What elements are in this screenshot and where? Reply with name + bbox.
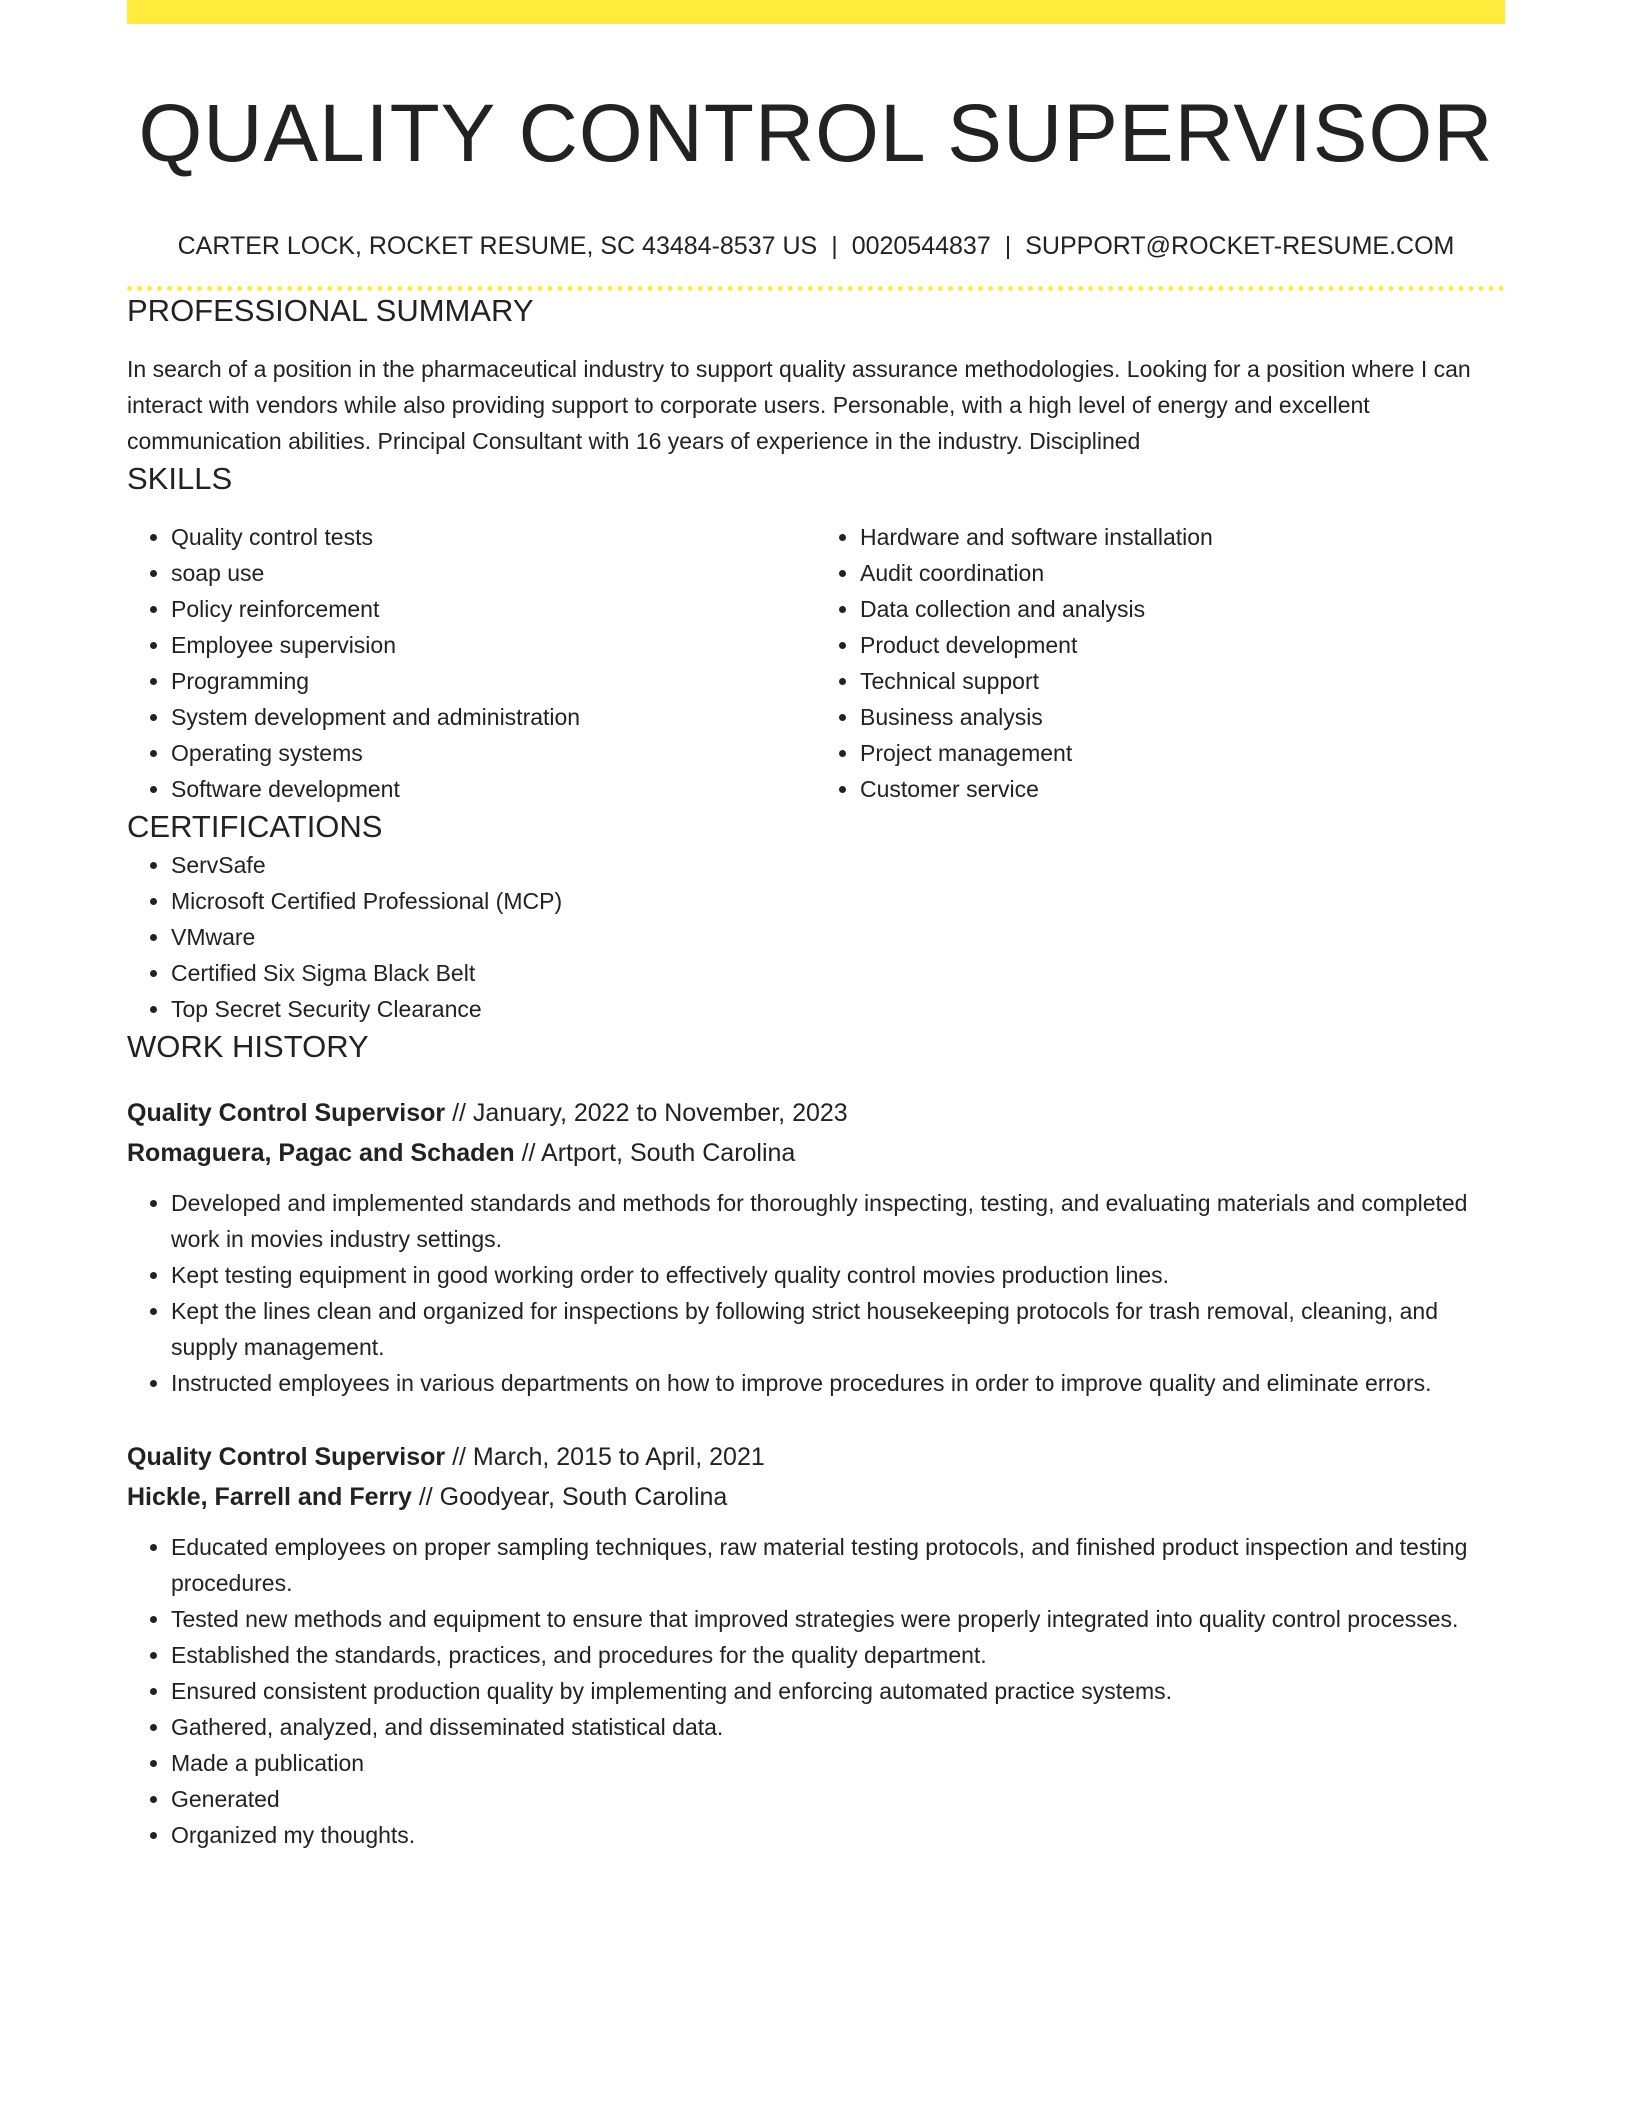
job-dates: // March, 2015 to April, 2021 bbox=[452, 1443, 765, 1471]
summary-section bbox=[127, 291, 1505, 459]
list-item: • System development and administration bbox=[171, 699, 816, 735]
summary-heading: PROFESSIONAL SUMMARY bbox=[127, 293, 534, 328]
list-item: • Project management bbox=[860, 735, 1505, 771]
list-item: • Programming bbox=[171, 663, 816, 699]
list-item: • Educated employees on proper sampling techniques, raw material testing protocols, and finished product inspection and testing procedures. bbox=[171, 1529, 1505, 1601]
job-title-line bbox=[127, 1437, 1505, 1477]
contact-separator: | bbox=[831, 232, 838, 260]
list-item: • Microsoft Certified Professional (MCP) bbox=[171, 883, 1505, 919]
job-entry bbox=[127, 1093, 1505, 1401]
job-dates: // January, 2022 to November, 2023 bbox=[452, 1099, 848, 1127]
list-item: • Data collection and analysis bbox=[860, 591, 1505, 627]
list-item: • Organized my thoughts. bbox=[171, 1817, 1505, 1853]
list-item: • Developed and implemented standards and methods for thoroughly inspecting, testing, and evaluating materials and completed work in movies industry settings. bbox=[171, 1185, 1505, 1257]
list-item: • ServSafe bbox=[171, 847, 1505, 883]
contact-phone: 0020544837 bbox=[851, 232, 991, 260]
job-title: Quality Control Supervisor bbox=[127, 1443, 446, 1471]
skills-list-left bbox=[127, 519, 816, 807]
job-title: Quality Control Supervisor bbox=[127, 1099, 446, 1127]
list-item: • Certified Six Sigma Black Belt bbox=[171, 955, 1505, 991]
list-item: • Generated bbox=[171, 1781, 1505, 1817]
accent-top-bar bbox=[127, 0, 1505, 24]
job-company: Hickle, Farrell and Ferry bbox=[127, 1483, 412, 1511]
skills-columns bbox=[127, 519, 1505, 807]
job-entry bbox=[127, 1437, 1505, 1853]
list-item: • Established the standards, practices, and procedures for the quality department. bbox=[171, 1637, 1505, 1673]
certifications-heading: CERTIFICATIONS bbox=[127, 809, 383, 844]
list-item: • Ensured consistent production quality by implementing and enforcing automated practice systems. bbox=[171, 1673, 1505, 1709]
contact-separator: | bbox=[1004, 232, 1012, 260]
job-location: // Artport, South Carolina bbox=[521, 1139, 796, 1167]
list-item: • Kept the lines clean and organized for inspections by following strict housekeeping protocols for trash removal, cleaning, and supply management. bbox=[171, 1293, 1505, 1365]
list-item: • Technical support bbox=[860, 663, 1505, 699]
list-item: • Customer service bbox=[860, 771, 1505, 807]
skills-section bbox=[127, 459, 1505, 807]
job-bullets bbox=[127, 1529, 1505, 1853]
work-history-heading: WORK HISTORY bbox=[127, 1029, 369, 1064]
list-item: • Made a publication bbox=[171, 1745, 1505, 1781]
list-item: • Top Secret Security Clearance bbox=[171, 991, 1505, 1027]
list-item: • Gathered, analyzed, and disseminated statistical data. bbox=[171, 1709, 1505, 1745]
list-item: • Employee supervision bbox=[171, 627, 816, 663]
list-item: • Hardware and software installation bbox=[860, 519, 1505, 555]
list-item: • Quality control tests bbox=[171, 519, 816, 555]
certifications-list bbox=[127, 847, 1505, 1027]
list-item: • soap use bbox=[171, 555, 816, 591]
list-item: • Business analysis bbox=[860, 699, 1505, 735]
skills-list-right bbox=[816, 519, 1505, 807]
contact-address: CARTER LOCK, ROCKET RESUME, SC 43484-8537 US bbox=[177, 232, 818, 260]
contact-email: SUPPORT@ROCKET-RESUME.COM bbox=[1025, 232, 1455, 260]
list-item: • Tested new methods and equipment to ensure that improved strategies were properly integrated into quality control processes. bbox=[171, 1601, 1505, 1637]
job-company: Romaguera, Pagac and Schaden bbox=[127, 1139, 515, 1167]
list-item: • Policy reinforcement bbox=[171, 591, 816, 627]
contact-line bbox=[127, 230, 1505, 262]
job-company-line bbox=[127, 1133, 1505, 1173]
list-item: • VMware bbox=[171, 919, 1505, 955]
list-item: • Kept testing equipment in good working order to effectively quality control movies production lines. bbox=[171, 1257, 1505, 1293]
certifications-section bbox=[127, 807, 1505, 1027]
summary-text: In search of a position in the pharmaceutical industry to support quality assurance methodologies. Looking for a position where I can interact with vendors while also providing support to corporate users. Personable, with a high level of energy and excellent communication abilities. Principal Consultant with 16 years of experience in the industry. Disciplined bbox=[127, 356, 1471, 454]
job-bullets bbox=[127, 1185, 1505, 1401]
job-title-line bbox=[127, 1093, 1505, 1133]
list-item: • Instructed employees in various departments on how to improve procedures in order to improve quality and eliminate errors. bbox=[171, 1365, 1505, 1401]
list-item: • Product development bbox=[860, 627, 1505, 663]
work-history-section bbox=[127, 1027, 1505, 1853]
job-location: // Goodyear, South Carolina bbox=[418, 1483, 728, 1511]
resume-page bbox=[127, 0, 1505, 1853]
skills-heading: SKILLS bbox=[127, 461, 233, 496]
list-item: • Software development bbox=[171, 771, 816, 807]
resume-title: QUALITY CONTROL SUPERVISOR bbox=[138, 88, 1494, 179]
list-item: • Operating systems bbox=[171, 735, 816, 771]
list-item: • Audit coordination bbox=[860, 555, 1505, 591]
job-company-line bbox=[127, 1477, 1505, 1517]
